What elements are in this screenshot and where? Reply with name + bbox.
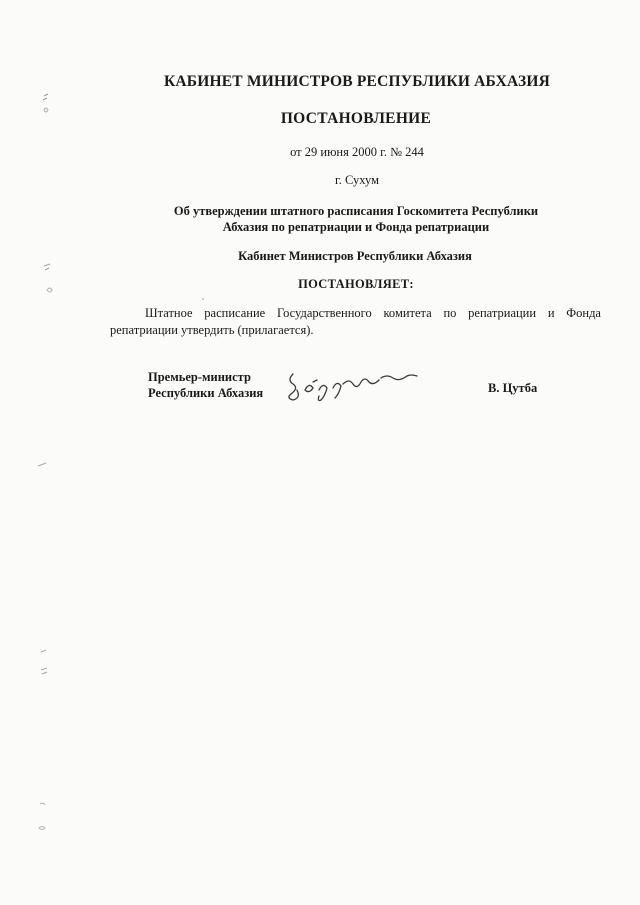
position-line-1: Премьер-министр [148, 370, 251, 384]
paragraph-line-2: репатриации утвердить (прилагается). [110, 323, 314, 337]
scan-mark-5 [36, 800, 52, 836]
scan-dot [200, 296, 206, 302]
resolution-paragraph [111, 305, 601, 339]
scan-mark-3 [36, 460, 50, 470]
subject-line-1: Об утверждении штатного расписания Госкомитета Республики [173, 204, 539, 218]
decree-word: ПОСТАНОВЛЯЕТ: [298, 277, 414, 291]
position-line-2: Республики Абхазия [148, 386, 264, 400]
paragraph-line-1: Штатное расписание Государственного комитета по репатриации и Фонда [145, 306, 601, 320]
document-date-number: от 29 июня 2000 г. № 244 [290, 145, 424, 159]
cabinet-title: КАБИНЕТ МИНИСТРОВ РЕСПУБЛИКИ АБХАЗИЯ [163, 73, 551, 90]
signer-name: В. Цутба [488, 381, 538, 395]
subject-line-2: Абхазия по репатриации и Фонда репатриации [222, 220, 490, 234]
document-subject [36, 203, 640, 235]
signatory-position [148, 369, 263, 401]
handwritten-signature [283, 360, 423, 410]
issuing-body: Кабинет Министров Республики Абхазия [238, 249, 472, 263]
scan-mark-4 [38, 648, 52, 678]
document-type: ПОСТАНОВЛЕНИЕ [280, 110, 432, 127]
document-city: г. Сухум [334, 173, 379, 187]
